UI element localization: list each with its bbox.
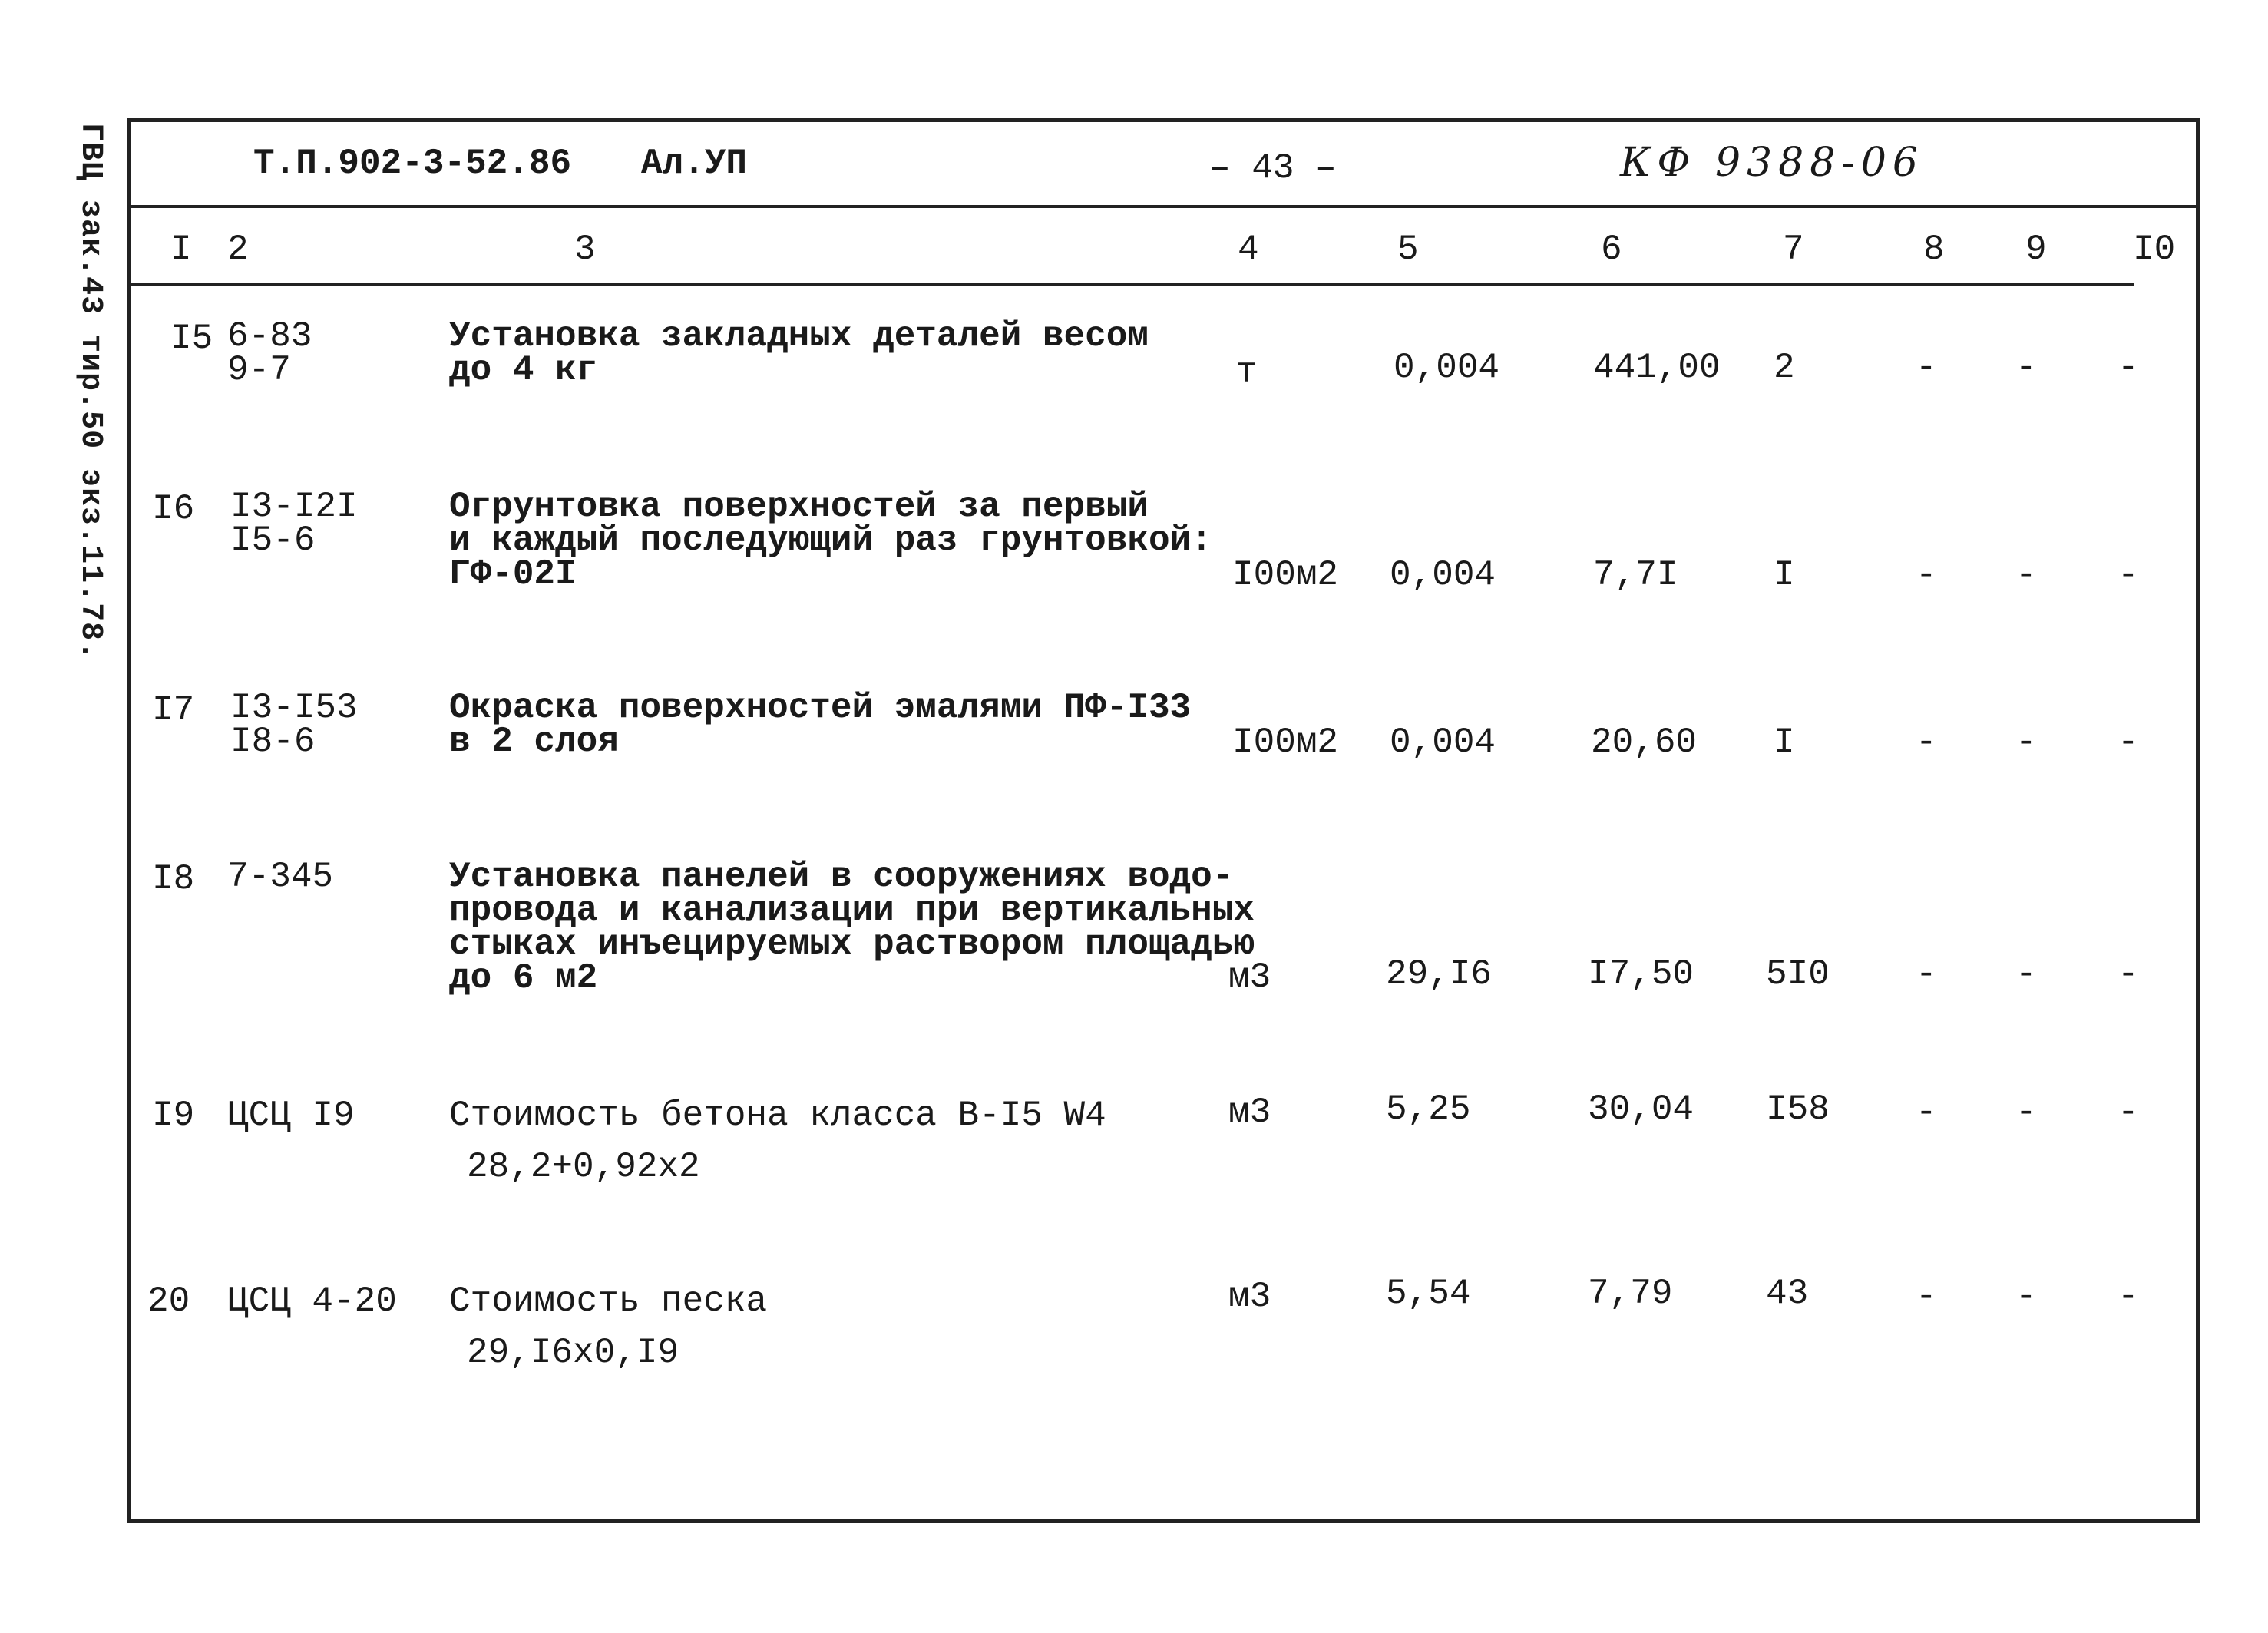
column-header-2: 2 <box>227 230 249 269</box>
column-header-5: 5 <box>1397 230 1419 269</box>
row-total: 43 <box>1766 1274 1809 1314</box>
row-calc: 28,2+0,92x2 <box>467 1147 700 1187</box>
row-price: I7,50 <box>1588 954 1694 994</box>
row-num: I7 <box>152 690 195 730</box>
album-label: Ал.УП <box>641 144 748 183</box>
row-description: Стоимость бетона класса В-I5 W4 <box>449 1096 1106 1135</box>
row-num: I8 <box>152 859 195 899</box>
column-header-9: 9 <box>2025 230 2047 269</box>
row-description: Стоимость песка <box>449 1281 768 1321</box>
row-col8: - <box>1916 1277 1937 1317</box>
row-code: ЦСЦ I9 <box>227 1096 355 1135</box>
row-code: I3-I53 I8-6 <box>230 688 358 762</box>
row-col9: - <box>2015 954 2037 994</box>
row-qty: 0,004 <box>1390 722 1496 762</box>
row-total: I <box>1774 722 1795 762</box>
handwritten-code: КФ 9388-06 <box>1620 140 1925 186</box>
column-header-1: I <box>170 230 192 269</box>
row-code: 6-83 9-7 <box>227 316 312 390</box>
column-header-10: I0 <box>2133 230 2176 269</box>
row-num: I9 <box>152 1096 195 1135</box>
row-qty: 5,25 <box>1386 1089 1471 1129</box>
row-col10: - <box>2118 1277 2139 1317</box>
row-description: Установка закладных деталей весом до 4 кг <box>449 316 1149 390</box>
row-total: I58 <box>1766 1089 1830 1129</box>
row-col8: - <box>1916 348 1937 388</box>
row-col9: - <box>2015 348 2037 388</box>
row-description: Огрунтовка поверхностей за первый и каждый последующий раз грунтовкой: ГФ-02I <box>449 487 1212 594</box>
row-description: Установка панелей в сооружениях водо- провода и канализации при вертикальных стыках инъецируемых раствором площадью до 6 м2 <box>449 857 1255 998</box>
row-unit: м3 <box>1228 957 1271 997</box>
column-header-6: 6 <box>1601 230 1622 269</box>
header-divider <box>131 205 2196 208</box>
row-total: 5I0 <box>1766 954 1830 994</box>
row-qty: 0,004 <box>1390 555 1496 595</box>
row-total: I <box>1774 555 1795 595</box>
row-qty: 0,004 <box>1394 348 1500 388</box>
row-col9: - <box>2015 1277 2037 1317</box>
row-col10: - <box>2118 555 2139 595</box>
page-number: – 43 – <box>1209 148 1337 188</box>
row-col8: - <box>1916 1093 1937 1132</box>
row-num: I6 <box>152 489 195 529</box>
row-col10: - <box>2118 954 2139 994</box>
row-qty: 29,I6 <box>1386 954 1493 994</box>
row-col8: - <box>1916 555 1937 595</box>
column-header-3: 3 <box>574 230 596 269</box>
row-qty: 5,54 <box>1386 1274 1471 1314</box>
row-col10: - <box>2118 1093 2139 1132</box>
row-code: ЦСЦ 4-20 <box>227 1281 397 1321</box>
row-col9: - <box>2015 555 2037 595</box>
row-price: 30,04 <box>1588 1089 1694 1129</box>
row-col9: - <box>2015 722 2037 762</box>
column-header-4: 4 <box>1238 230 1259 269</box>
row-price: 20,60 <box>1591 722 1698 762</box>
column-header-7: 7 <box>1783 230 1804 269</box>
row-num: I5 <box>170 319 213 359</box>
row-unit: т <box>1236 352 1258 392</box>
row-calc: 29,I6x0,I9 <box>467 1333 679 1373</box>
document-code: Т.П.902-3-52.86 <box>253 144 572 183</box>
side-print-stamp: ГВЦ зак.43 тир.50 экз.11.78. <box>73 123 107 661</box>
row-col8: - <box>1916 722 1937 762</box>
row-col10: - <box>2118 348 2139 388</box>
row-code: 7-345 <box>227 857 334 897</box>
row-price: 7,7I <box>1593 555 1678 595</box>
row-price: 7,79 <box>1588 1274 1673 1314</box>
row-num: 20 <box>147 1281 190 1321</box>
column-number-divider <box>131 283 2134 286</box>
row-unit: м3 <box>1228 1277 1271 1317</box>
table-frame <box>127 118 2200 1523</box>
row-price: 441,00 <box>1593 348 1721 388</box>
row-col9: - <box>2015 1093 2037 1132</box>
column-header-8: 8 <box>1923 230 1945 269</box>
row-col8: - <box>1916 954 1937 994</box>
row-unit: м3 <box>1228 1093 1271 1132</box>
row-col10: - <box>2118 722 2139 762</box>
row-total: 2 <box>1774 348 1795 388</box>
row-unit: I00м2 <box>1232 555 1339 595</box>
row-unit: I00м2 <box>1232 722 1339 762</box>
row-description: Окраска поверхностей эмалями ПФ-I33 в 2 слоя <box>449 688 1192 762</box>
row-code: I3-I2I I5-6 <box>230 487 358 560</box>
